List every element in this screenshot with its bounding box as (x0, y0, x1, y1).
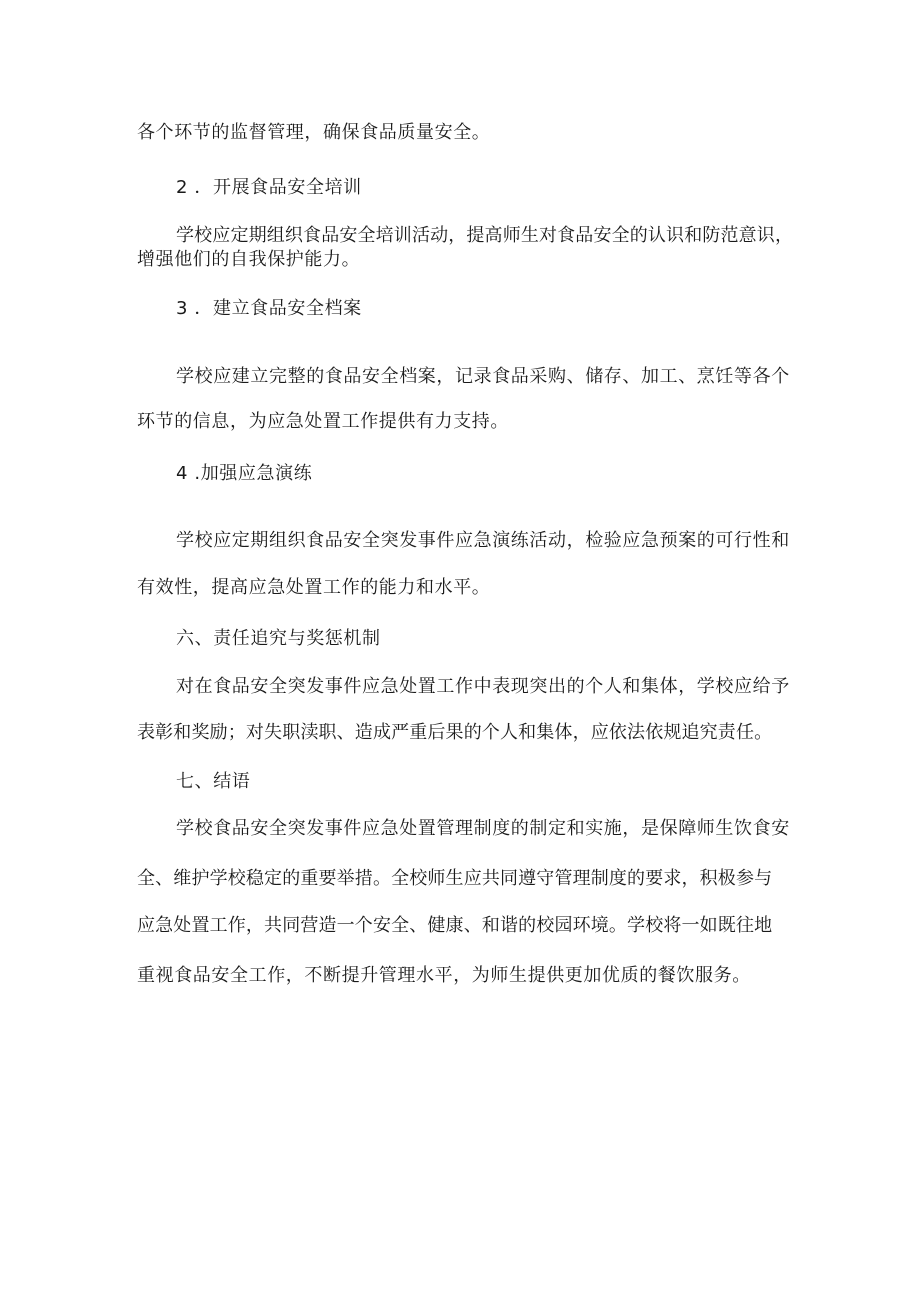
paragraph-line: 应急处置工作，共同营造一个安全、健康、和谐的校园环境。学校将一如既往地 (137, 915, 773, 936)
paragraph-line: 学校应定期组织食品安全培训活动，提高师生对食品安全的认识和防范意识， (176, 225, 794, 246)
paragraph-line: 各个环节的监督管理，确保食品质量安全。 (137, 122, 491, 143)
section-heading-responsibility: 六、责任追究与奖惩机制 (176, 628, 381, 649)
paragraph-line: 全、维护学校稳定的重要举措。全校师生应共同遵守管理制度的要求，积极参与 (137, 868, 773, 889)
section-heading-4: 4 .加强应急演练 (176, 463, 313, 484)
paragraph-line: 学校应定期组织食品安全突发事件应急演练活动，检验应急预案的可行性和 (176, 530, 790, 551)
paragraph-line: 表彰和奖励；对失职渎职、造成严重后果的个人和集体，应依法依规追究责任。 (137, 722, 773, 743)
section-heading-2: 2 ．开展食品安全培训 (176, 177, 362, 198)
section-heading-3: 3 ．建立食品安全档案 (176, 298, 362, 319)
paragraph-line: 学校应建立完整的食品安全档案，记录食品采购、储存、加工、烹饪等各个 (176, 366, 790, 387)
paragraph-line: 环节的信息，为应急处置工作提供有力支持。 (137, 411, 509, 432)
paragraph-line: 学校食品安全突发事件应急处置管理制度的制定和实施，是保障师生饮食安 (176, 818, 790, 839)
paragraph-line: 增强他们的自我保护能力。 (137, 249, 361, 270)
section-heading-conclusion: 七、结语 (176, 771, 251, 792)
paragraph-line: 对在食品安全突发事件应急处置工作中表现突出的个人和集体，学校应给予 (176, 676, 790, 697)
paragraph-line: 重视食品安全工作，不断提升管理水平，为师生提供更加优质的餐饮服务。 (137, 965, 751, 986)
paragraph-line: 有效性，提高应急处置工作的能力和水平。 (137, 577, 491, 598)
